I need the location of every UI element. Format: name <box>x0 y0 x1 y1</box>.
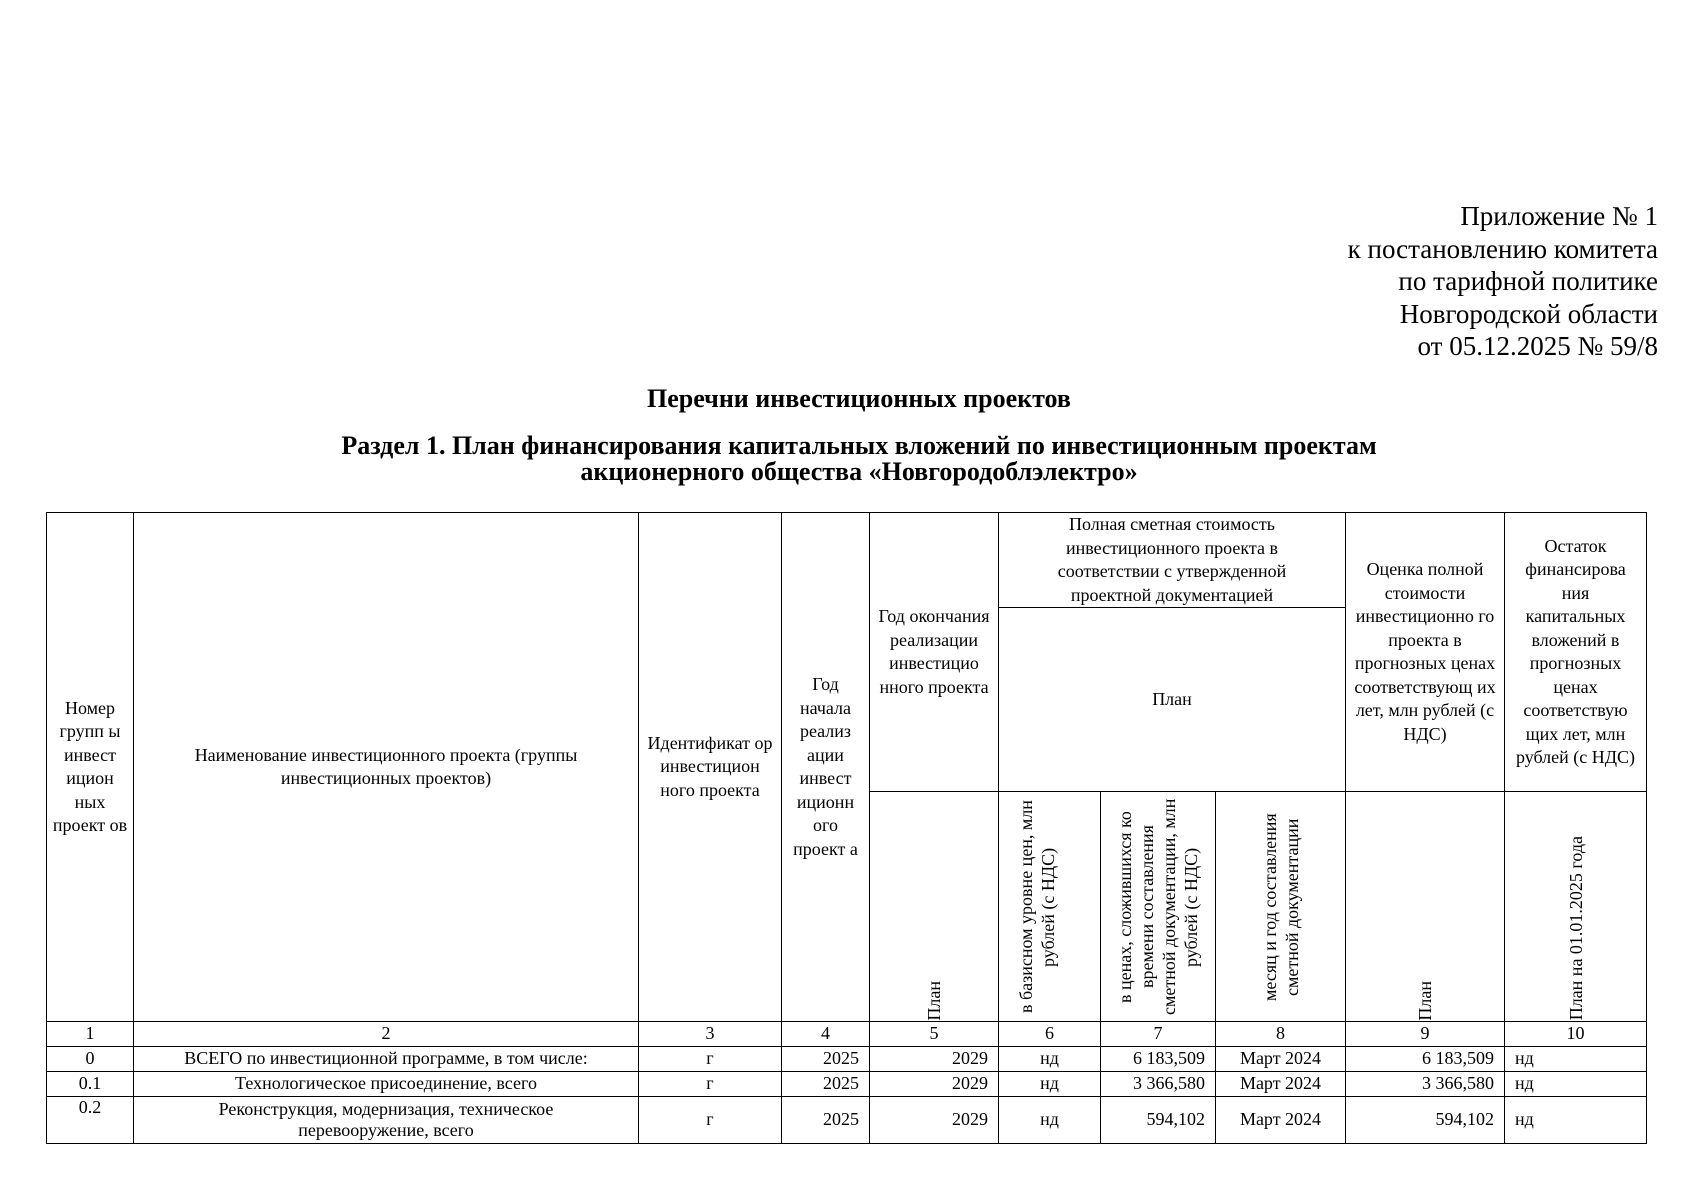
header-identifier: Идентификат ор инвестицион ного проекта <box>639 513 782 1022</box>
row-project-name: Реконструкция, модернизация, техническое перевооружение, всего <box>134 1096 639 1143</box>
row-remainder: нд <box>1505 1071 1647 1096</box>
header-end-year: Год окончания реализации инвестицио нного проекта <box>870 513 999 792</box>
row-identifier: г <box>639 1046 782 1071</box>
column-number: 5 <box>870 1022 999 1047</box>
investment-table <box>46 512 1647 1144</box>
appendix-header <box>1348 200 1658 363</box>
row-start-year: 2025 <box>782 1071 870 1096</box>
row-doc-price: 6 183,509 <box>1101 1046 1216 1071</box>
row-group-number: 0.1 <box>47 1071 134 1096</box>
header-sub-plan-9: План <box>1346 792 1505 1022</box>
column-number: 7 <box>1101 1022 1216 1047</box>
header-sub-base-price: в базисном уровне цен, млн рублей (с НДС) <box>999 792 1101 1022</box>
row-end-year: 2029 <box>870 1046 999 1071</box>
header-cost-estimate: Оценка полной стоимости инвестиционно го проекта в прогнозных ценах соответствующ их лет, млн рублей (с НДС) <box>1346 513 1505 792</box>
row-identifier: г <box>639 1096 782 1143</box>
row-end-year: 2029 <box>870 1096 999 1143</box>
appendix-number: Приложение № 1 <box>1460 201 1658 231</box>
header-sub-doc-date: месяц и год составления сметной документации <box>1216 792 1346 1022</box>
appendix-resolution: к постановлению комитета <box>1347 233 1658 264</box>
row-identifier: г <box>639 1071 782 1096</box>
table-row <box>47 1046 1647 1071</box>
row-cost-estimate: 6 183,509 <box>1346 1046 1505 1071</box>
row-remainder: нд <box>1505 1046 1647 1071</box>
column-number: 8 <box>1216 1022 1346 1047</box>
header-full-cost-plan: План <box>999 608 1346 792</box>
row-cost-estimate: 594,102 <box>1346 1096 1505 1143</box>
section-title <box>0 433 1697 485</box>
table-row <box>47 1071 1647 1096</box>
appendix-date: от 05.12.2025 № 59/8 <box>1417 331 1658 361</box>
row-base-price: нд <box>999 1071 1101 1096</box>
column-number: 6 <box>999 1022 1101 1047</box>
row-doc-date: Март 2024 <box>1216 1071 1346 1096</box>
header-sub-plan-10: План на 01.01.2025 года <box>1505 792 1647 1022</box>
header-sub-plan-5: План <box>870 792 999 1022</box>
section-title-line2: акционерного общества «Новгородоблэлектро» <box>580 457 1138 486</box>
row-doc-date: Март 2024 <box>1216 1096 1346 1143</box>
row-group-number: 0 <box>47 1046 134 1071</box>
row-start-year: 2025 <box>782 1046 870 1071</box>
row-project-name: Технологическое присоединение, всего <box>134 1071 639 1096</box>
header-sub-doc-price: в ценах, сложившихся ко времени составления сметной документации, млн рублей (с НДС) <box>1101 792 1216 1022</box>
row-remainder: нд <box>1505 1096 1647 1143</box>
header-full-cost-group: Полная сметная стоимость инвестиционного проекта в соответствии с утвержденной проектной документацией <box>999 513 1346 608</box>
column-number: 9 <box>1346 1022 1505 1047</box>
row-group-number: 0.2 <box>47 1096 134 1143</box>
column-number: 2 <box>134 1022 639 1047</box>
column-number: 1 <box>47 1022 134 1047</box>
column-number: 10 <box>1505 1022 1647 1047</box>
row-start-year: 2025 <box>782 1096 870 1143</box>
column-numbers-row <box>47 1022 1647 1047</box>
table-row <box>47 1096 1647 1143</box>
row-cost-estimate: 3 366,580 <box>1346 1071 1505 1096</box>
header-project-name: Наименование инвестиционного проекта (группы инвестиционных проектов) <box>134 513 639 1022</box>
section-title-line1: Раздел 1. План финансирования капитальных вложений по инвестиционным проектам <box>341 431 1377 460</box>
appendix-committee: по тарифной политике <box>1398 266 1658 296</box>
row-end-year: 2029 <box>870 1071 999 1096</box>
row-base-price: нд <box>999 1046 1101 1071</box>
row-base-price: нд <box>999 1096 1101 1143</box>
row-doc-date: Март 2024 <box>1216 1046 1346 1071</box>
row-doc-price: 594,102 <box>1101 1096 1216 1143</box>
document-title: Перечни инвестиционных проектов <box>647 384 1071 413</box>
header-start-year: Год начала реализ ации инвест иционн ого проект а <box>782 513 870 1022</box>
header-remainder: Остаток финансирова ния капитальных вложений в прогнозных ценах соответствую щих лет, млн рублей (с НДС) <box>1505 513 1647 792</box>
column-number: 3 <box>639 1022 782 1047</box>
column-number: 4 <box>782 1022 870 1047</box>
header-group-number: Номер групп ы инвест ицион ных проект ов <box>47 513 134 1022</box>
row-project-name: ВСЕГО по инвестиционной программе, в том числе: <box>134 1046 639 1071</box>
row-doc-price: 3 366,580 <box>1101 1071 1216 1096</box>
appendix-region: Новгородской области <box>1399 298 1658 329</box>
